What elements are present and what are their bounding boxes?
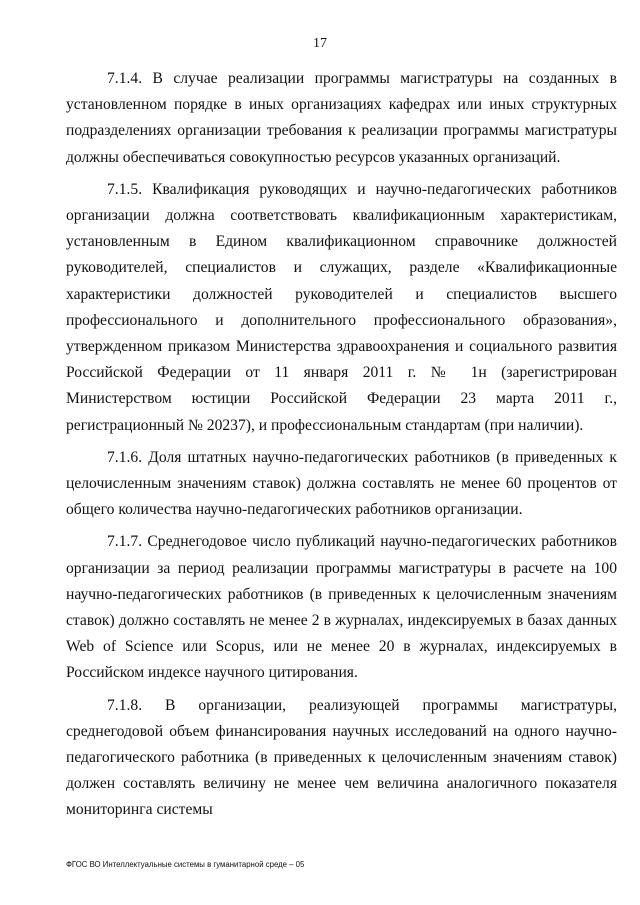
paragraph-7-1-4: 7.1.4. В случае реализации программы магистратуры на созданных в установленном порядке в иных организациях кафедрах или иных структурных подразделениях организации требования к реализации программы магистратуры должны обеспечиваться совокупностью ресурсов указанных организаций. [66,70,617,166]
paragraph-7-1-8: 7.1.8. В организации, реализующей программы магистратуры, среднегодовой объем финансирования научных исследований на одного научно-педагогического работника (в приведенных к целочисленным значениям ставок) должен составлять величину не менее чем величина аналогичного показателя мониторинга системы [66,696,617,819]
paragraph-7-1-5: 7.1.5. Квалификация руководящих и научно-педагогических работников организации должна соответствовать квалификационным характеристикам, установленным в Едином квалификационном справочнике должностей руководителей, специалистов и служащих, разделе «Квалификационные характеристики должностей руководителей и специалистов высшего профессионального и дополнительного профессионального образования», утвержденном приказом Министерства здравоохранения и социального развития Российской Федерации от 11 января 2011 г. № 1н (зарегистрирован Министерством юстиции Российской Федерации 23 марта 2011 г., регистрационный № 20237), и профессиональным стандартам (при наличии). [66,180,617,434]
paragraph-7-1-6: 7.1.6. Доля штатных научно-педагогических работников (в приведенных к целочисленным значениям ставок) должна составлять не менее 60 процентов от общего количества научно-педагогических работников организации. [66,448,617,519]
paragraph-7-1-7: 7.1.7. Среднегодовое число публикаций научно-педагогических работников организации за период реализации программы магистратуры в расчете на 100 научно-педагогических работников (в приведенных к целочисленным значениям ставок) должно составлять не менее 2 в журналах, индексируемых в базах данных Web of Science или Scopus, или не менее 20 в журналах, индексируемых в Российском индексе научного цитирования. [66,533,617,682]
document-footer: ФГОС ВО Интеллектуальные системы в гуманитарной среде – 05 [66,860,305,869]
document-body [66,66,617,824]
page-number: 17 [313,36,327,51]
